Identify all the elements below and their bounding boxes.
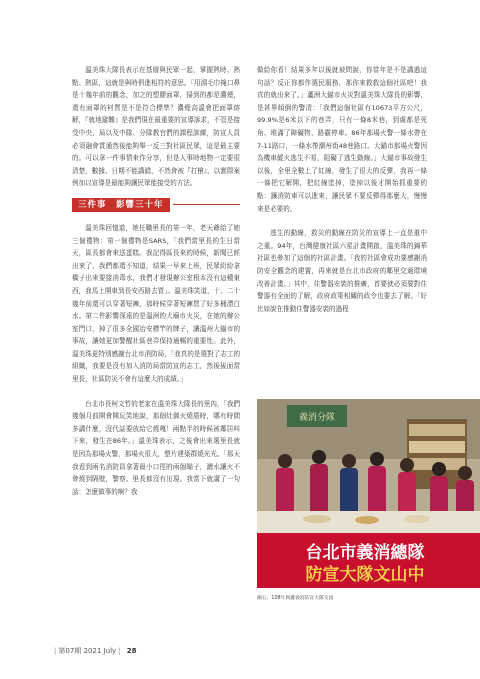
paragraph: 逃生的動線，救災的動線在防災的宣導上一直是重中之重。94年，台灣健康社區六星計畫開啟，溫美珠的錦華社區也參加了這個的社區計畫。「我的社區會成功要感謝消防安全觀念的建置，再來就是台北市政府的鄰里交通環境改善計畫。」其中，住警器安裝的推廣，首要就必須要對住警器有全面的了解，政府政策相關的政令也要去了解。「好比如說在推動住警器安裝的過程	[257, 229, 427, 313]
section-heading	[72, 198, 240, 212]
paragraph: 台北市長柯文哲的老家在溫美珠大隊長的里內，「我們幾個月前開會開玩笑地說，那個灶御火燒厝時，哪有時間多講什麼，沒代誌要放給它燒嘎！兩點半的時候被鄰居叫下來，發生在86年。」溫美珠表示，之後會出來選里長就是因為那場火警，那場火很大，整片建築群燒光光。「那天我看到兩名消防員拿著最小口徑的兩個瞄子，灑水讓火不會燒到隔壁，警察、里長都沒有出現。我當下就講了一句話：怎麼做事的啊？我	[72, 399, 240, 496]
paragraph: 做給你看！結果多年以後就被問說，你當年是不是講過這句話？反正你都作選民服務，那你來救救這個社區吧！我真的就出來了。」蘆洲大錨市火災對溫美珠大隊長的影響，是甚界傾倒的警清：「我們這個社區有10673平方公尺，99.9%是6米以下的巷弄，只有一條8米巷，到處都是死角、堆滿了障礙物、路霸停車。86年那場火警一條水帶在7-11路口，一條水帶潮州街48巷路口。大錨市那場火警因為機車縱火逃生不易，阻礙了逃生動線。」大錨市事故發生以後，全里全數上了紅線，發生了很大的反彈，我再一條一條把它解開，把紅線塗掉，塗掉以後才開始抓重要的點：讓消防車可以進來，讓民眾不要反彈得那麼大，慢慢來是必要的。	[257, 66, 427, 213]
heading-rule	[173, 204, 240, 205]
issue-number: 第07期	[58, 647, 82, 655]
right-column	[257, 64, 427, 315]
paragraph: 溫美珠大隊長表示在基層與民眾一起，掌握熱時、熱點、熱區，這就是與時俱進相符的意思。「用淵毛巾掩口鼻是十幾年前的觀念，加之的塑膠面罩，掃到的都是濃煙，還有面罩的材質是不是符合標準？濃煙高溫會把面罩熔解，『就地避難』是我們現在最重要的宣導訴求，不管是接受中央、局以及中隊、分隊教官們的課程訓練，防宣人員必須融會貫通然後能夠舉一反三對社區民眾，這是最主要的。可以拿一件事情來作分享，但是人事時地物一定要很清楚，數據、日期不能講錯，不然會被『打槍』，以實際案例加以宣導是最能夠讓民眾能接受的方法。	[72, 66, 240, 188]
banner-line-2: 防宣大隊文山中	[305, 565, 425, 585]
page-footer: | 第07期 2021 July | 28	[54, 647, 137, 655]
photo-caption: 圖五、108年與蘆義消防宣大隊交流	[257, 596, 334, 601]
footer-year: 2021	[83, 647, 102, 655]
event-photo	[257, 399, 480, 588]
paragraph: 溫美珠回憶道，她任職里長的第一年，老天爺給了她三個禮物：第一個禮物是SARS，「我們當里長的生日當天，區長都會來送蛋糕。我記得區長來的時候，新聞已經出來了，我們都還不知道，結果一早來上班，民眾紛紛拿橋子出來要接消毒水，我們才發現辦公室根本沒有這種東西，我馬上開車到長安西路去買」。溫美珠笑道，十、二十幾年前還可以穿著短褲，那時候穿著短褲買了好多桶漂白水。第二件影響深遠的是溫洲的大廟市火災，在她的辦公室門口，掉了很多全國冶安標竿的牌子，讓溫州大錨市的事故，讓她更加警醒社區巷弄保持通暢的重要性。此外，溫美珠更特別感謝台北市消防局，「我真的是選對了志工的組織，我要是沒有加入消防局當防宣的志工，然後後面當里長，社區防災不會有這麼大的成績。」	[72, 223, 240, 384]
left-column	[72, 64, 240, 498]
wall-sign-text: 義消分隊	[298, 413, 336, 423]
page-number: 28	[126, 647, 137, 655]
banner-line-1: 台北市義消總隊	[305, 543, 425, 563]
section-heading-label: 三件事 影響三十年	[72, 198, 170, 212]
footer-month: July	[103, 647, 117, 655]
